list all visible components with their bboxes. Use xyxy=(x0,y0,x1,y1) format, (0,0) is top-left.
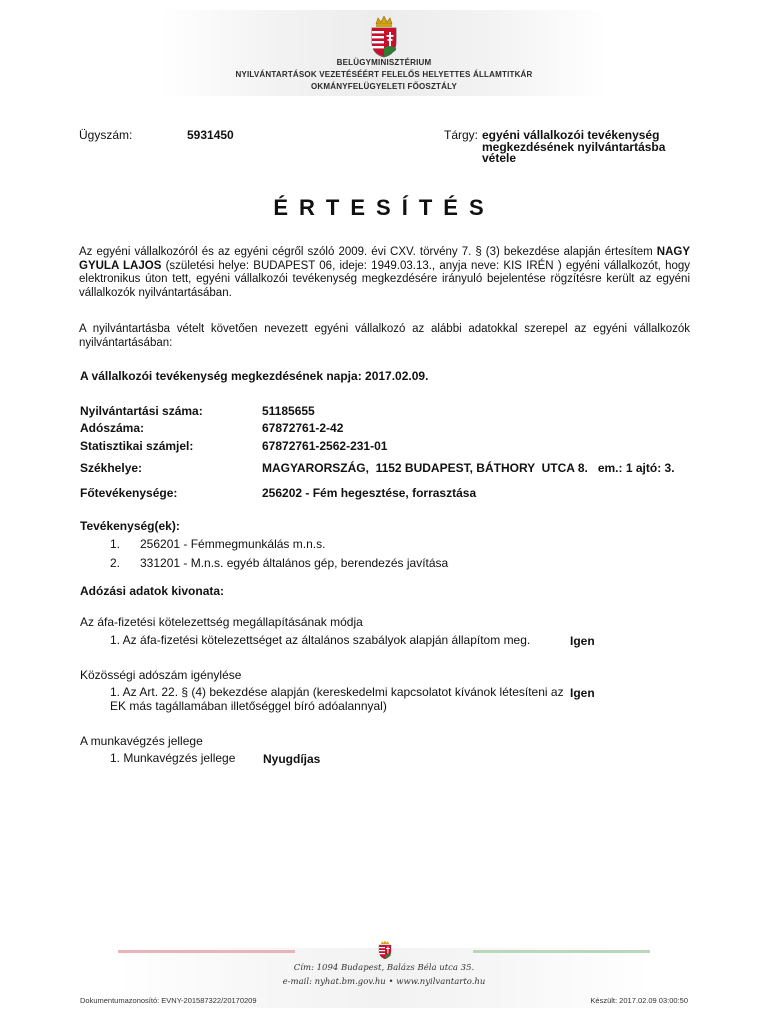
activities-heading: Tevékenység(ek): xyxy=(80,519,180,533)
seat-label: Székhelye: xyxy=(80,461,143,475)
person-name: NAGY GYULA LAJOS xyxy=(79,246,690,272)
intro-paragraph-2: A nyilvántartásba vételt követően nevezett egyéni vállalkozó az alábbi adatokkal szerepel az egyéni vállalkozók nyilvántartásában: xyxy=(79,323,690,349)
subject-line-1: egyéni vállalkozói tevékenység xyxy=(482,128,660,142)
intro-text-1: Az egyéni vállalkozóról és az egyéni cégről szóló 2009. évi CXV. törvény 7. § (3) bekezdése alapján értesítem xyxy=(79,246,657,258)
community-tax-answer: Igen xyxy=(570,686,595,700)
stat-code-label: Statisztikai számjel: xyxy=(80,439,194,453)
footer-contact: e-mail: nyhat.bm.gov.hu • www.nyilvantarto.hu xyxy=(282,977,486,987)
case-number-label: Ügyszám: xyxy=(79,128,133,142)
start-date-line: A vállalkozói tevékenység megkezdésének napja: 2017.02.09. xyxy=(80,369,429,383)
registry-number-label: Nyilvántartási száma: xyxy=(80,404,203,418)
work-type-item: 1. Munkavégzés jellege xyxy=(110,751,236,765)
stat-code-value: 67872761-2562-231-01 xyxy=(262,439,388,453)
vat-answer: Igen xyxy=(570,634,595,648)
secretary-name: NYILVÁNTARTÁSOK VEZETÉSÉÉRT FELELŐS HELYETTES ÁLLAMTITKÁR xyxy=(235,70,533,79)
footer-stripe-green xyxy=(473,950,650,953)
intro-text-2: (születési helye: BUDAPEST 06, ideje: 1949.03.13., anyja neve: KIS IRÉN ) egyéni vállalkozót, hogy elektronikus úton tett, egyéni vállalkozói tevékenység megkezdésére irányuló bejelentése rögzítésre került az egyéni vállalkozók nyilvántartásában. xyxy=(79,259,691,299)
work-type-title: A munkavégzés jellege xyxy=(80,734,203,748)
footer-address: Cím: 1094 Budapest, Balázs Béla utca 35. xyxy=(293,963,475,973)
vat-section-title: Az áfa-fizetési kötelezettség megállapításának módja xyxy=(80,615,363,629)
subject-line-3: vétele xyxy=(482,151,517,165)
department-name: OKMÁNYFELÜGYELETI FŐOSZTÁLY xyxy=(311,82,457,91)
intro-paragraph-1 xyxy=(79,246,690,300)
work-type-answer: Nyugdíjas xyxy=(263,752,321,766)
activity-number: 1. xyxy=(110,537,121,551)
subject-line-2: megkezdésének nyilvántartásba xyxy=(482,140,666,154)
tax-heading: Adózási adatok kivonata: xyxy=(80,584,225,598)
tax-number-label: Adószáma: xyxy=(80,421,145,435)
ministry-name: BELÜGYMINISZTÉRIUM xyxy=(336,58,432,67)
document-title: ÉRTESÍTÉS xyxy=(273,195,495,220)
footer-stripe-red xyxy=(118,950,295,953)
activity-number: 2. xyxy=(110,556,121,570)
coat-of-arms-icon xyxy=(368,14,400,58)
community-tax-title: Közösségi adószám igénylése xyxy=(80,668,242,682)
seat-value: MAGYARORSZÁG, 1152 BUDAPEST, BÁTHORY UTCA 8. em.: 1 ajtó: 3. xyxy=(262,461,675,475)
case-number-value: 5931450 xyxy=(187,128,234,142)
document-id: Dokumentumazonosító: EVNY-201587322/20170209 xyxy=(80,996,257,1005)
activity-item: 331201 - M.n.s. egyéb általános gép, berendezés javítása xyxy=(140,556,449,570)
footer-coat-of-arms-icon xyxy=(378,940,392,960)
community-tax-item-line-1: 1. Az Art. 22. § (4) bekezdése alapján (kereskedelmi kapcsolatot kívánok létesíteni az xyxy=(110,685,564,699)
tax-number-value: 67872761-2-42 xyxy=(262,421,344,435)
subject-label: Tárgy: xyxy=(444,128,479,142)
community-tax-item-line-2: EK más tagállamában illetőséggel bíró adóalannyal) xyxy=(110,699,387,713)
vat-item: 1. Az áfa-fizetési kötelezettséget az általános szabályok alapján állapítom meg. xyxy=(110,633,531,647)
registry-number-value: 51185655 xyxy=(262,404,315,418)
created-timestamp: Készült: 2017.02.09 03:00:50 xyxy=(590,996,688,1005)
main-activity-label: Főtevékenysége: xyxy=(80,486,178,500)
activity-item: 256201 - Fémmegmunkálás m.n.s. xyxy=(140,537,326,551)
main-activity-value: 256202 - Fém hegesztése, forrasztása xyxy=(262,486,477,500)
